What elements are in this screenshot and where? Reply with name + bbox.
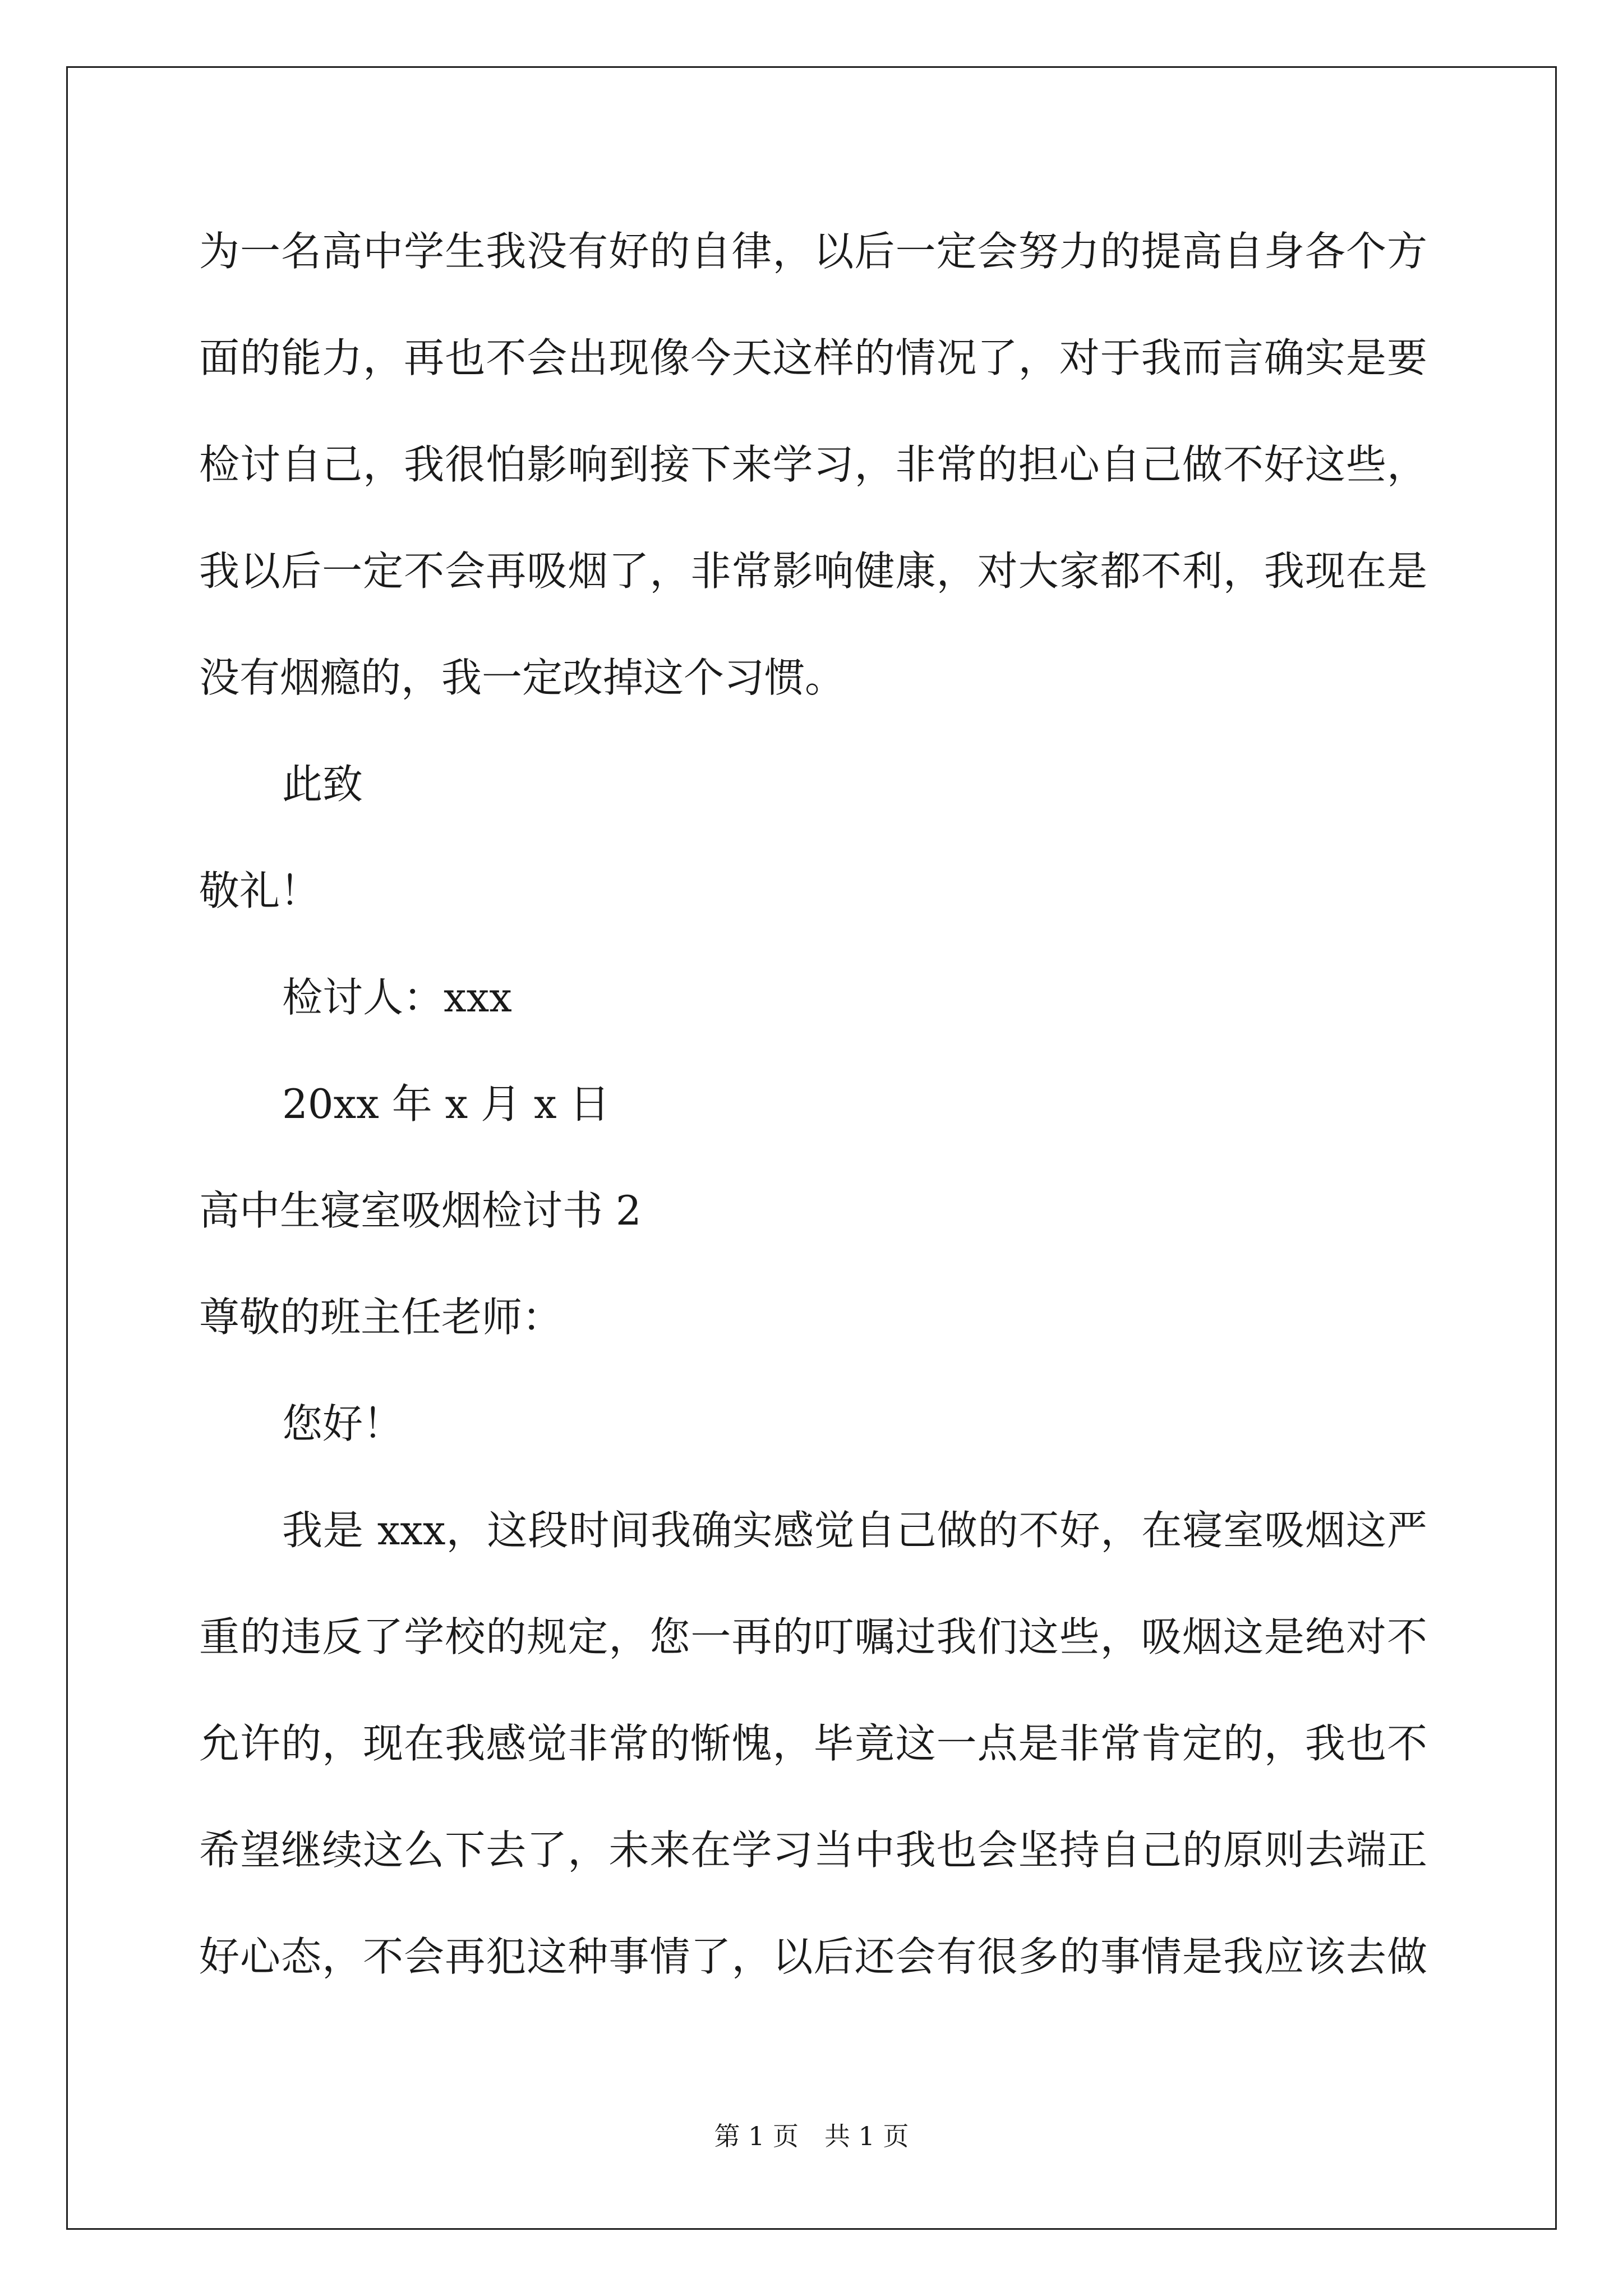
page-border <box>66 66 1557 2230</box>
paragraph-line: 好心态，不会再犯这种事情了，以后还会有很多的事情是我应该去做 <box>199 1933 1427 1980</box>
closing-regards: 敬礼！ <box>199 867 321 914</box>
section-title: 高中生寝室吸烟检讨书 2 <box>199 1187 642 1234</box>
paragraph-line: 面的能力，再也不会出现像今天这样的情况了，对于我而言确实是要 <box>199 334 1427 381</box>
paragraph-line: 没有烟瘾的，我一定改掉这个习惯。 <box>199 654 846 701</box>
paragraph-line: 重的违反了学校的规定，您一再的叮嘱过我们这些，吸烟这是绝对不 <box>199 1613 1427 1660</box>
page-footer: 第 1 页 共 1 页 <box>714 2121 909 2151</box>
paragraph-line: 为一名高中学生我没有好的自律，以后一定会努力的提高自身各个方 <box>199 228 1427 275</box>
date-line: 20xx 年 x 月 x 日 <box>282 1080 610 1128</box>
paragraph-line: 允许的，现在我感觉非常的惭愧，毕竟这一点是非常肯定的，我也不 <box>199 1720 1427 1767</box>
greeting: 您好！ <box>282 1400 404 1447</box>
greeting-recipient: 尊敬的班主任老师： <box>199 1294 563 1341</box>
paragraph-line: 希望继续这么下去了，未来在学习当中我也会坚持自己的原则去端正 <box>199 1826 1427 1874</box>
signature-line: 检讨人：xxx <box>282 974 512 1021</box>
closing-salutation: 此致 <box>282 761 363 808</box>
paragraph-line: 我以后一定不会再吸烟了，非常影响健康，对大家都不利，我现在是 <box>199 547 1427 595</box>
paragraph-line: 检讨自己，我很怕影响到接下来学习，非常的担心自己做不好这些， <box>199 441 1427 488</box>
paragraph-line: 我是 xxx，这段时间我确实感觉自己做的不好，在寝室吸烟这严 <box>282 1507 1427 1554</box>
